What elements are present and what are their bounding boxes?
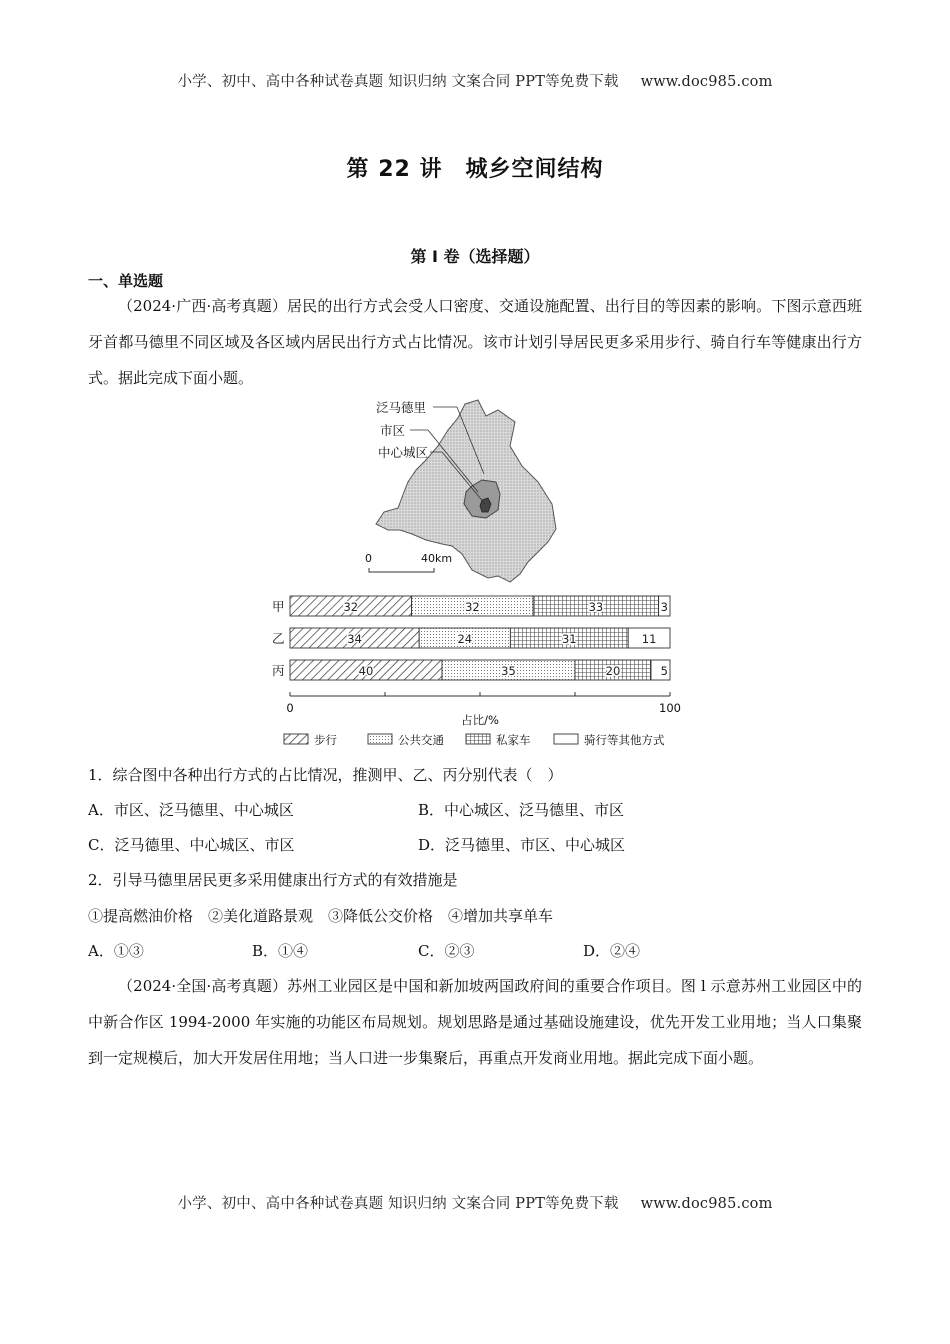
q2-option-a[interactable]: A．①③ [88, 942, 144, 960]
question-2-items: ①提高燃油价格 ②美化道路景观 ③降低公交价格 ④增加共享单车 [88, 907, 554, 925]
bar-value-label: 40 [358, 664, 374, 678]
intro-paragraph-1: （2024·广西·高考真题）居民的出行方式会受人口密度、交通设施配置、出行目的等因素的影响。下图示意西班牙首都马德里不同区域及各区域内居民出行方式占比情况。该市计划引导居民更多采用步行、骑自行车等健康出行方式。据此完成下面小题。 [88, 297, 862, 387]
map-label-central: 中心城区 [378, 445, 429, 460]
legend-swatch [284, 734, 308, 744]
q1-option-a[interactable]: A．市区、泛马德里、中心城区 [88, 801, 294, 819]
volume-heading: 第 I 卷（选择题） [410, 247, 540, 266]
intro-paragraph-2: （2024·全国·高考真题）苏州工业园区是中国和新加坡两国政府间的重要合作项目。图 l 示意苏州工业园区中的中新合作区 1994-2000 年实施的功能区布局规划。规划思路是通过基础设施建设，优先开发工业用地；当人口集聚到一定规模后，加大开发居住用地；当人口进一步集聚后，再重点开发商业用地。据此完成下面小题。 [88, 977, 862, 1067]
section-heading: 一、单选题 [88, 272, 164, 290]
legend-label: 骑行等其他方式 [584, 733, 665, 747]
category-label: 甲 [272, 599, 285, 614]
bar-value-label: 34 [347, 632, 362, 646]
legend-swatch [368, 734, 392, 744]
bar-value-label: 5 [660, 664, 668, 678]
bar-value-label: 32 [343, 600, 359, 614]
q1-option-d[interactable]: D．泛马德里、市区、中心城区 [418, 836, 626, 854]
x-axis-label: 占比/% [461, 713, 499, 727]
bar-value-label: 3 [660, 600, 668, 614]
category-label: 丙 [272, 663, 285, 678]
scale-bar [369, 568, 434, 572]
map-label-city: 市区 [380, 423, 406, 438]
question-2-stem: 2．引导马德里居民更多采用健康出行方式的有效措施是 [88, 871, 458, 889]
question-1-stem: 1．综合图中各种出行方式的占比情况，推测甲、乙、丙分别代表（ ） [88, 766, 563, 784]
bar-value-label: 11 [641, 632, 657, 646]
category-label: 乙 [272, 631, 285, 646]
bar-value-label: 24 [457, 632, 473, 646]
legend-label: 私家车 [496, 733, 531, 747]
bar-value-label: 35 [501, 664, 516, 678]
q2-option-c[interactable]: C．②③ [418, 942, 475, 960]
legend-swatch [554, 734, 578, 744]
footer-url[interactable]: www.doc985.com [640, 1196, 773, 1212]
header-url[interactable]: www.doc985.com [640, 74, 773, 90]
scale-end-label: 40km [421, 552, 453, 565]
bar-value-label: 32 [465, 600, 480, 614]
legend-swatch [466, 734, 490, 744]
travel-mode-chart [258, 588, 718, 753]
q2-option-b[interactable]: B．①④ [252, 942, 309, 960]
madrid-map-figure [360, 394, 590, 589]
map-label-greater-madrid: 泛马德里 [376, 400, 427, 415]
page-header [0, 70, 950, 91]
tick-label-max: 100 [659, 701, 681, 715]
page-title: 第 22 讲 城乡空间结构 [346, 157, 604, 182]
tick-label-min: 0 [286, 701, 294, 715]
legend-label: 公共交通 [398, 733, 444, 747]
bar-value-label: 33 [588, 600, 604, 614]
footer-text: 小学、初中、高中各种试卷真题 知识归纳 文案合同 PPT等免费下载 [177, 1196, 619, 1212]
legend-label: 步行 [314, 733, 337, 747]
bar-value-label: 31 [561, 632, 577, 646]
q1-option-c[interactable]: C．泛马德里、中心城区、市区 [88, 836, 295, 854]
bar-value-label: 20 [605, 664, 621, 678]
q1-option-b[interactable]: B．中心城区、泛马德里、市区 [418, 801, 625, 819]
page-footer [0, 1192, 950, 1213]
header-text: 小学、初中、高中各种试卷真题 知识归纳 文案合同 PPT等免费下载 [177, 74, 619, 90]
scale-start-label: 0 [365, 552, 372, 565]
q2-option-d[interactable]: D．②④ [583, 942, 641, 960]
